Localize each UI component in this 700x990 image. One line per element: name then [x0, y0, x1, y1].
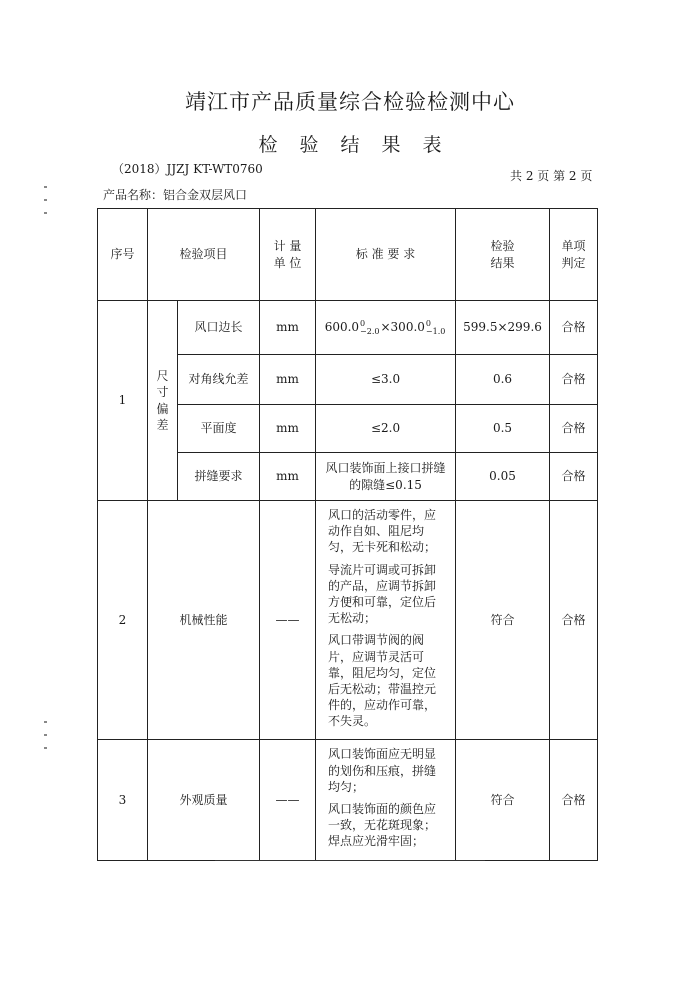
row3-seq: 3	[98, 740, 148, 860]
header-unit: 计 量 单 位	[260, 209, 316, 301]
row2-requirements	[316, 501, 456, 740]
row1-sub-standard: ≤2.0	[316, 405, 456, 453]
std-b-value: 300.0	[390, 320, 425, 335]
std-a-tolerance	[360, 320, 379, 336]
std-b-upper: 0	[425, 318, 431, 328]
std-times: ×	[380, 320, 391, 335]
row3-item: 外观质量	[148, 740, 260, 860]
row1-sub-standard: 风口装饰面上接口拼缝 的隙缝≤0.15	[316, 453, 456, 501]
std-a-value: 600.0	[324, 320, 360, 335]
row1-sub-unit: mm	[260, 405, 316, 453]
row3-unit: ——	[260, 740, 316, 860]
row1-seq: 1	[98, 301, 148, 501]
row1-sub-judgment: 合格	[550, 405, 598, 453]
row1-sub-name: 平面度	[178, 405, 260, 453]
header-item: 检验项目	[148, 209, 260, 301]
table-row	[98, 301, 598, 355]
row1-sub-standard: ≤3.0	[316, 355, 456, 405]
inspection-results-table	[97, 208, 598, 861]
header-result: 检验 结果	[456, 209, 550, 301]
row1-sub-unit: mm	[260, 301, 316, 355]
page-info: 共 2 页 第 2 页	[510, 169, 593, 183]
requirement-text: 风口带调节阀的阀片，应调节灵活可靠，阻尼均匀，定位后无松动；带温控元件的，应动作可靠，不失灵。	[328, 633, 437, 729]
row1-sub-result: 599.5×299.6	[456, 301, 550, 355]
row2-seq: 2	[98, 501, 148, 740]
row3-result: 符合	[456, 740, 550, 860]
table-row	[98, 740, 598, 860]
document-title: 靖江市产品质量综合检验检测中心	[185, 90, 515, 114]
product-name: 产品名称：铝合金双层风口	[103, 188, 248, 202]
requirement-text: 风口装饰面的颜色应一致，无花斑现象； 焊点应光滑牢固；	[328, 802, 437, 849]
margin-mark	[44, 734, 47, 736]
document-subtitle: 检验结果表	[258, 134, 464, 156]
margin-mark	[44, 186, 47, 188]
row3-requirements	[316, 740, 456, 860]
requirement-text: 风口装饰面应无明显的划伤和压痕，拼缝均匀；	[328, 747, 437, 794]
row1-sub-judgment: 合格	[550, 355, 598, 405]
row1-sub-judgment: 合格	[550, 301, 598, 355]
margin-mark	[44, 747, 47, 749]
header-seq: 序号	[98, 209, 148, 301]
row2-result: 符合	[456, 501, 550, 740]
row1-sub-name: 对角线允差	[178, 355, 260, 405]
std-b-lower: −1.0	[425, 326, 446, 336]
row1-sub-result: 0.05	[456, 453, 550, 501]
row1-group: 尺 寸 偏 差	[148, 301, 178, 501]
row1-sub-standard	[316, 301, 456, 355]
end-rule	[215, 860, 485, 861]
header-judgment: 单项 判定	[550, 209, 598, 301]
row1-sub-judgment: 合格	[550, 453, 598, 501]
row1-sub-name: 拼缝要求	[178, 453, 260, 501]
std-a-lower: −2.0	[360, 326, 380, 336]
header-standard: 标 准 要 求	[316, 209, 456, 301]
row1-sub-unit: mm	[260, 453, 316, 501]
row2-item: 机械性能	[148, 501, 260, 740]
row1-sub-unit: mm	[260, 355, 316, 405]
row2-unit: ——	[260, 501, 316, 740]
row3-judgment: 合格	[550, 740, 598, 860]
table-row	[98, 501, 598, 740]
row2-judgment: 合格	[550, 501, 598, 740]
std-b-tolerance	[426, 320, 445, 336]
margin-mark	[44, 721, 47, 723]
row1-sub-name: 风口边长	[178, 301, 260, 355]
row1-sub-result: 0.5	[456, 405, 550, 453]
requirement-text: 风口的活动零件，应动作自如、阻尼均匀，无卡死和松动；	[328, 508, 437, 555]
header-row	[98, 209, 598, 301]
margin-mark	[44, 199, 47, 201]
report-number: （2018）JJZJ KT-WT0760	[112, 162, 263, 176]
row1-sub-result: 0.6	[456, 355, 550, 405]
requirement-text: 导流片可调或可拆卸的产品，应调节拆卸方便和可靠，定位后无松动；	[328, 562, 437, 626]
std-a-upper: 0	[360, 318, 366, 328]
margin-mark	[44, 212, 47, 214]
